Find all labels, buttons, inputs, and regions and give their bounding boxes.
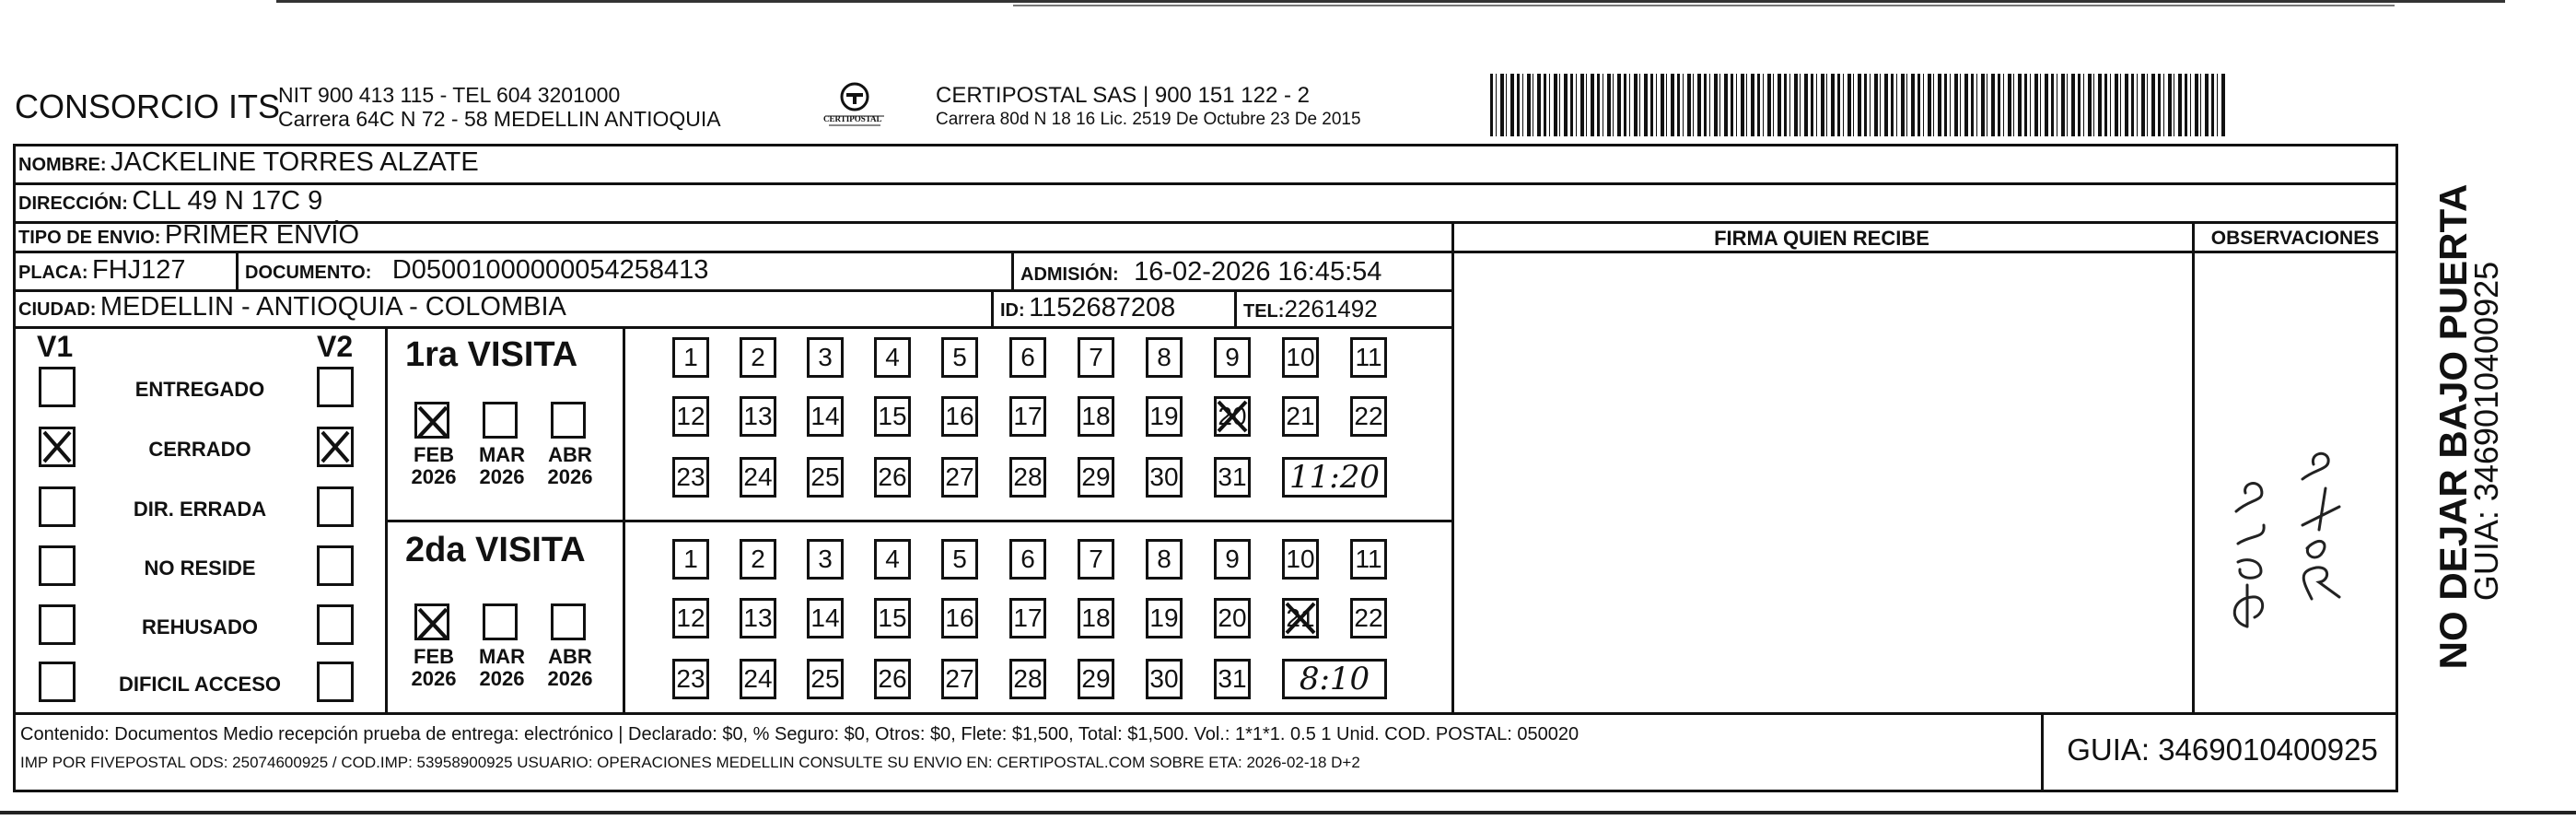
day-box[interactable]: [1009, 598, 1046, 638]
day-number: 28: [1013, 664, 1043, 693]
status-v1-checkbox[interactable]: [39, 604, 76, 645]
day-box[interactable]: [672, 337, 709, 378]
status-v1-checkbox[interactable]: [39, 486, 76, 527]
day-number: 4: [885, 343, 900, 371]
day-number: 7: [1089, 545, 1103, 573]
day-number: 23: [676, 664, 705, 693]
status-label: DIR. ERRADA: [133, 498, 267, 521]
day-box[interactable]: [672, 396, 709, 437]
firma-header: FIRMA QUIEN RECIBE: [1714, 227, 1929, 250]
day-number: 31: [1218, 463, 1247, 491]
tipo-envio-label: TIPO DE ENVIO:: [18, 228, 161, 248]
day-box[interactable]: [941, 337, 978, 378]
side-panel: [2407, 166, 2555, 700]
status-v2-checkbox[interactable]: [317, 486, 354, 527]
side-guia: GUIA: 3469010400925: [2467, 261, 2505, 602]
logo-caption: CERTIPOSTAL: [823, 114, 882, 123]
day-number: 19: [1149, 402, 1179, 430]
status-label: DIFICIL ACCESO: [118, 673, 281, 696]
month-year: 2026: [547, 667, 593, 691]
day-box[interactable]: [807, 539, 844, 580]
month-checkbox[interactable]: [551, 603, 586, 640]
day-box[interactable]: [740, 337, 776, 378]
day-box[interactable]: [1350, 539, 1387, 580]
month-label: [470, 646, 534, 690]
day-box[interactable]: [1146, 457, 1183, 498]
company-name: CONSORCIO ITS: [15, 88, 281, 125]
day-number: 23: [676, 463, 705, 491]
v2-header: V2: [317, 330, 354, 363]
day-box[interactable]: [941, 659, 978, 699]
day-box[interactable]: [740, 598, 776, 638]
day-number: 26: [878, 463, 907, 491]
day-number: 26: [878, 664, 907, 693]
v1-header: V1: [37, 330, 74, 363]
visit-time-box[interactable]: [1282, 659, 1387, 699]
day-box[interactable]: [874, 598, 911, 638]
month-checkbox[interactable]: [414, 402, 449, 439]
ciudad-label: CIUDAD:: [18, 299, 97, 320]
day-box[interactable]: [941, 539, 978, 580]
day-box[interactable]: [740, 539, 776, 580]
documento-label: DOCUMENTO:: [245, 263, 372, 283]
day-box[interactable]: [941, 396, 978, 437]
day-number: 30: [1149, 664, 1179, 693]
day-box[interactable]: [1282, 598, 1319, 638]
day-number: 22: [1354, 402, 1383, 430]
day-number: 2: [751, 545, 765, 573]
day-number: 20: [1218, 603, 1247, 632]
admision-value: 16-02-2026 16:45:54: [1134, 257, 1382, 287]
day-box[interactable]: [672, 539, 709, 580]
day-box[interactable]: [1078, 457, 1114, 498]
month-label: [402, 646, 466, 690]
id-value: 1152687208: [1029, 293, 1176, 322]
tel-value: 2261492: [1284, 295, 1378, 322]
day-number: 5: [952, 545, 967, 573]
day-number: 28: [1013, 463, 1043, 491]
visit-time: 11:20: [1289, 459, 1380, 496]
day-box[interactable]: [807, 337, 844, 378]
day-number: 25: [810, 664, 840, 693]
day-number: 13: [743, 603, 773, 632]
day-box[interactable]: [807, 457, 844, 498]
day-box[interactable]: [1146, 598, 1183, 638]
day-number: 9: [1225, 343, 1240, 371]
month-checkbox[interactable]: [551, 402, 586, 439]
day-number: 10: [1286, 343, 1315, 371]
day-number: 16: [945, 603, 974, 632]
day-box[interactable]: [874, 659, 911, 699]
visit2-title: 2da VISITA: [405, 531, 586, 569]
direccion-value: CLL 49 N 17C 9: [132, 186, 323, 216]
placa-field: [18, 257, 186, 284]
status-v1-checkbox[interactable]: [39, 427, 76, 467]
side-warning: NO DEJAR BAJO PUERTA: [2431, 183, 2475, 670]
month-name: FEB: [414, 443, 454, 466]
visit-time: 8:10: [1299, 661, 1370, 697]
day-number: 19: [1149, 603, 1179, 632]
footer-print-info: IMP POR FIVEPOSTAL ODS: 25074600925 / COD.IMP: 53958900925 USUARIO: OPERACIONES MEDELLIN CONSULTE SU ENVIO EN: CERTIPOSTAL.COM SOBRE ETA: 2026-02-18 D+2: [20, 755, 1360, 770]
month-year: 2026: [411, 667, 457, 691]
day-number: 17: [1013, 603, 1043, 632]
status-v1-checkbox[interactable]: [39, 662, 76, 702]
day-number: 15: [878, 402, 907, 430]
day-box[interactable]: [1009, 457, 1046, 498]
nombre-field: [18, 149, 479, 176]
month-label: [402, 444, 466, 488]
month-name: ABR: [548, 443, 592, 466]
nombre-value: JACKELINE TORRES ALZATE: [111, 147, 479, 177]
day-number: 8: [1157, 545, 1171, 573]
tel-label: TEL:: [1243, 301, 1285, 322]
visit1-title: 1ra VISITA: [405, 335, 578, 374]
day-box[interactable]: [874, 396, 911, 437]
month-checkbox[interactable]: [483, 402, 518, 439]
day-number: 24: [743, 463, 773, 491]
day-box[interactable]: [1214, 457, 1251, 498]
id-field: [1000, 295, 1175, 322]
month-year: 2026: [479, 667, 525, 691]
day-box[interactable]: [740, 659, 776, 699]
day-number: 18: [1081, 603, 1111, 632]
month-name: ABR: [548, 645, 592, 668]
placa-value: FHJ127: [92, 255, 186, 285]
nombre-label: NOMBRE:: [18, 155, 107, 175]
day-number: 8: [1157, 343, 1171, 371]
day-number: 6: [1020, 343, 1035, 371]
day-box[interactable]: [941, 598, 978, 638]
day-box[interactable]: [1009, 539, 1046, 580]
day-number: 12: [676, 603, 705, 632]
status-v2-checkbox[interactable]: [317, 367, 354, 407]
tel-field: [1243, 297, 1378, 321]
day-mark-icon: [1282, 598, 1319, 648]
day-number: 31: [1218, 664, 1247, 693]
day-number: 5: [952, 343, 967, 371]
day-box[interactable]: [1350, 598, 1387, 638]
day-box[interactable]: [1214, 396, 1251, 437]
ciudad-value: MEDELLIN - ANTIOQUIA - COLOMBIA: [99, 292, 566, 322]
id-label: ID:: [1000, 300, 1025, 321]
day-number: 10: [1286, 545, 1315, 573]
tipo-envio-value: PRIMER ENVÍO: [164, 220, 360, 250]
day-number: 21: [1286, 603, 1315, 632]
day-box[interactable]: [1009, 396, 1046, 437]
day-number: 29: [1081, 664, 1111, 693]
footer-guia: GUIA: 3469010400925: [2067, 732, 2378, 767]
day-box[interactable]: [740, 396, 776, 437]
day-box[interactable]: [1078, 659, 1114, 699]
day-box[interactable]: [807, 396, 844, 437]
day-number: 14: [810, 402, 840, 430]
day-box[interactable]: [1214, 659, 1251, 699]
day-number: 20: [1218, 402, 1247, 430]
day-box[interactable]: [874, 337, 911, 378]
status-v1-checkbox[interactable]: [39, 367, 76, 407]
carrier-name: CERTIPOSTAL SAS | 900 151 122 - 2: [936, 83, 1310, 108]
day-number: 22: [1354, 603, 1383, 632]
day-number: 11: [1355, 545, 1382, 573]
day-number: 14: [810, 603, 840, 632]
footer-content: Contenido: Documentos Medio recepción prueba de entrega: electrónico | Declarado: $0, % Seguro: $0, Otros: $0, Flete: $1,500, Total: $1,500. Vol.: 1*1*1. 0.5 1 Unid. COD. POSTAL: 050020: [20, 725, 1579, 744]
tipo-envio-field: [18, 222, 359, 249]
day-box[interactable]: [807, 659, 844, 699]
day-box[interactable]: [1214, 539, 1251, 580]
day-number: 11: [1355, 343, 1382, 371]
month-label: [538, 646, 602, 690]
day-box[interactable]: [1146, 396, 1183, 437]
day-number: 4: [885, 545, 900, 573]
day-box[interactable]: [740, 457, 776, 498]
month-checkbox[interactable]: [414, 603, 449, 640]
barcode: [1490, 74, 2227, 136]
month-label: [538, 444, 602, 488]
company-address: Carrera 64C N 72 - 58 MEDELLIN ANTIOQUIA: [278, 107, 721, 131]
day-number: 6: [1020, 545, 1035, 573]
status-v2-checkbox[interactable]: [317, 604, 354, 645]
documento-value: D05001000000054258413: [391, 255, 709, 285]
status-v2-checkbox[interactable]: [317, 545, 354, 586]
day-box[interactable]: [1214, 337, 1251, 378]
admision-label: ADMISIÓN:: [1020, 264, 1119, 285]
day-number: 27: [945, 664, 974, 693]
day-box[interactable]: [874, 539, 911, 580]
status-label: NO RESIDE: [144, 556, 256, 580]
status-v2-checkbox[interactable]: [317, 662, 354, 702]
carrier-address: Carrera 80d N 18 16 Lic. 2519 De Octubre 23 De 2015: [936, 110, 1361, 129]
month-year: 2026: [479, 465, 525, 489]
day-number: 24: [743, 664, 773, 693]
status-label: ENTREGADO: [134, 378, 265, 401]
day-number: 1: [683, 545, 698, 573]
day-box[interactable]: [1350, 337, 1387, 378]
status-label: CERRADO: [148, 438, 251, 461]
ciudad-field: [18, 294, 566, 321]
day-number: 2: [751, 343, 765, 371]
day-number: 7: [1089, 343, 1103, 371]
direccion-label: DIRECCIÓN:: [18, 193, 128, 214]
day-number: 16: [945, 402, 974, 430]
month-year: 2026: [547, 465, 593, 489]
scan-edge-bottom: [0, 807, 2576, 820]
status-v1-checkbox[interactable]: [39, 545, 76, 586]
day-number: 30: [1149, 463, 1179, 491]
day-box[interactable]: [874, 457, 911, 498]
day-number: 21: [1286, 402, 1315, 430]
day-box[interactable]: [1214, 598, 1251, 638]
month-name: FEB: [414, 645, 454, 668]
company-nit: NIT 900 413 115 - TEL 604 3201000: [278, 83, 621, 107]
day-box[interactable]: [1078, 539, 1114, 580]
day-number: 15: [878, 603, 907, 632]
day-box[interactable]: [1009, 659, 1046, 699]
day-box[interactable]: [1282, 337, 1319, 378]
day-box[interactable]: [1146, 659, 1183, 699]
month-name: MAR: [478, 645, 526, 668]
day-box[interactable]: [807, 598, 844, 638]
scan-edge-top: [0, 0, 2576, 9]
day-number: 3: [818, 545, 833, 573]
day-mark-icon: [1214, 396, 1251, 446]
visit-time-box[interactable]: [1282, 457, 1387, 498]
month-label: [470, 444, 534, 488]
day-box[interactable]: [1282, 539, 1319, 580]
observaciones-header: OBSERVACIONES: [2210, 228, 2380, 249]
day-box[interactable]: [1009, 337, 1046, 378]
month-year: 2026: [411, 465, 457, 489]
day-box[interactable]: [1350, 396, 1387, 437]
day-box[interactable]: [672, 659, 709, 699]
direccion-field: [18, 188, 322, 215]
admision-field: [1020, 259, 1381, 286]
month-name: MAR: [478, 443, 526, 466]
day-box[interactable]: [1282, 396, 1319, 437]
day-box[interactable]: [1146, 539, 1183, 580]
day-box[interactable]: [672, 598, 709, 638]
day-box[interactable]: [941, 457, 978, 498]
certipostal-logo: [818, 81, 892, 133]
day-box[interactable]: [1078, 598, 1114, 638]
day-number: 29: [1081, 463, 1111, 491]
month-checkbox[interactable]: [483, 603, 518, 640]
day-box[interactable]: [1078, 337, 1114, 378]
day-number: 25: [810, 463, 840, 491]
day-box[interactable]: [1146, 337, 1183, 378]
status-v2-checkbox[interactable]: [317, 427, 354, 467]
day-box[interactable]: [1078, 396, 1114, 437]
day-number: 12: [676, 402, 705, 430]
day-number: 1: [683, 343, 698, 371]
observaciones-handwriting: [2210, 350, 2376, 654]
day-number: 27: [945, 463, 974, 491]
day-number: 9: [1225, 545, 1240, 573]
documento-field: [245, 257, 708, 284]
day-box[interactable]: [672, 457, 709, 498]
day-number: 17: [1013, 402, 1043, 430]
placa-label: PLACA:: [18, 263, 88, 283]
status-label: REHUSADO: [142, 615, 258, 638]
day-number: 13: [743, 402, 773, 430]
day-number: 3: [818, 343, 833, 371]
day-number: 18: [1081, 402, 1111, 430]
